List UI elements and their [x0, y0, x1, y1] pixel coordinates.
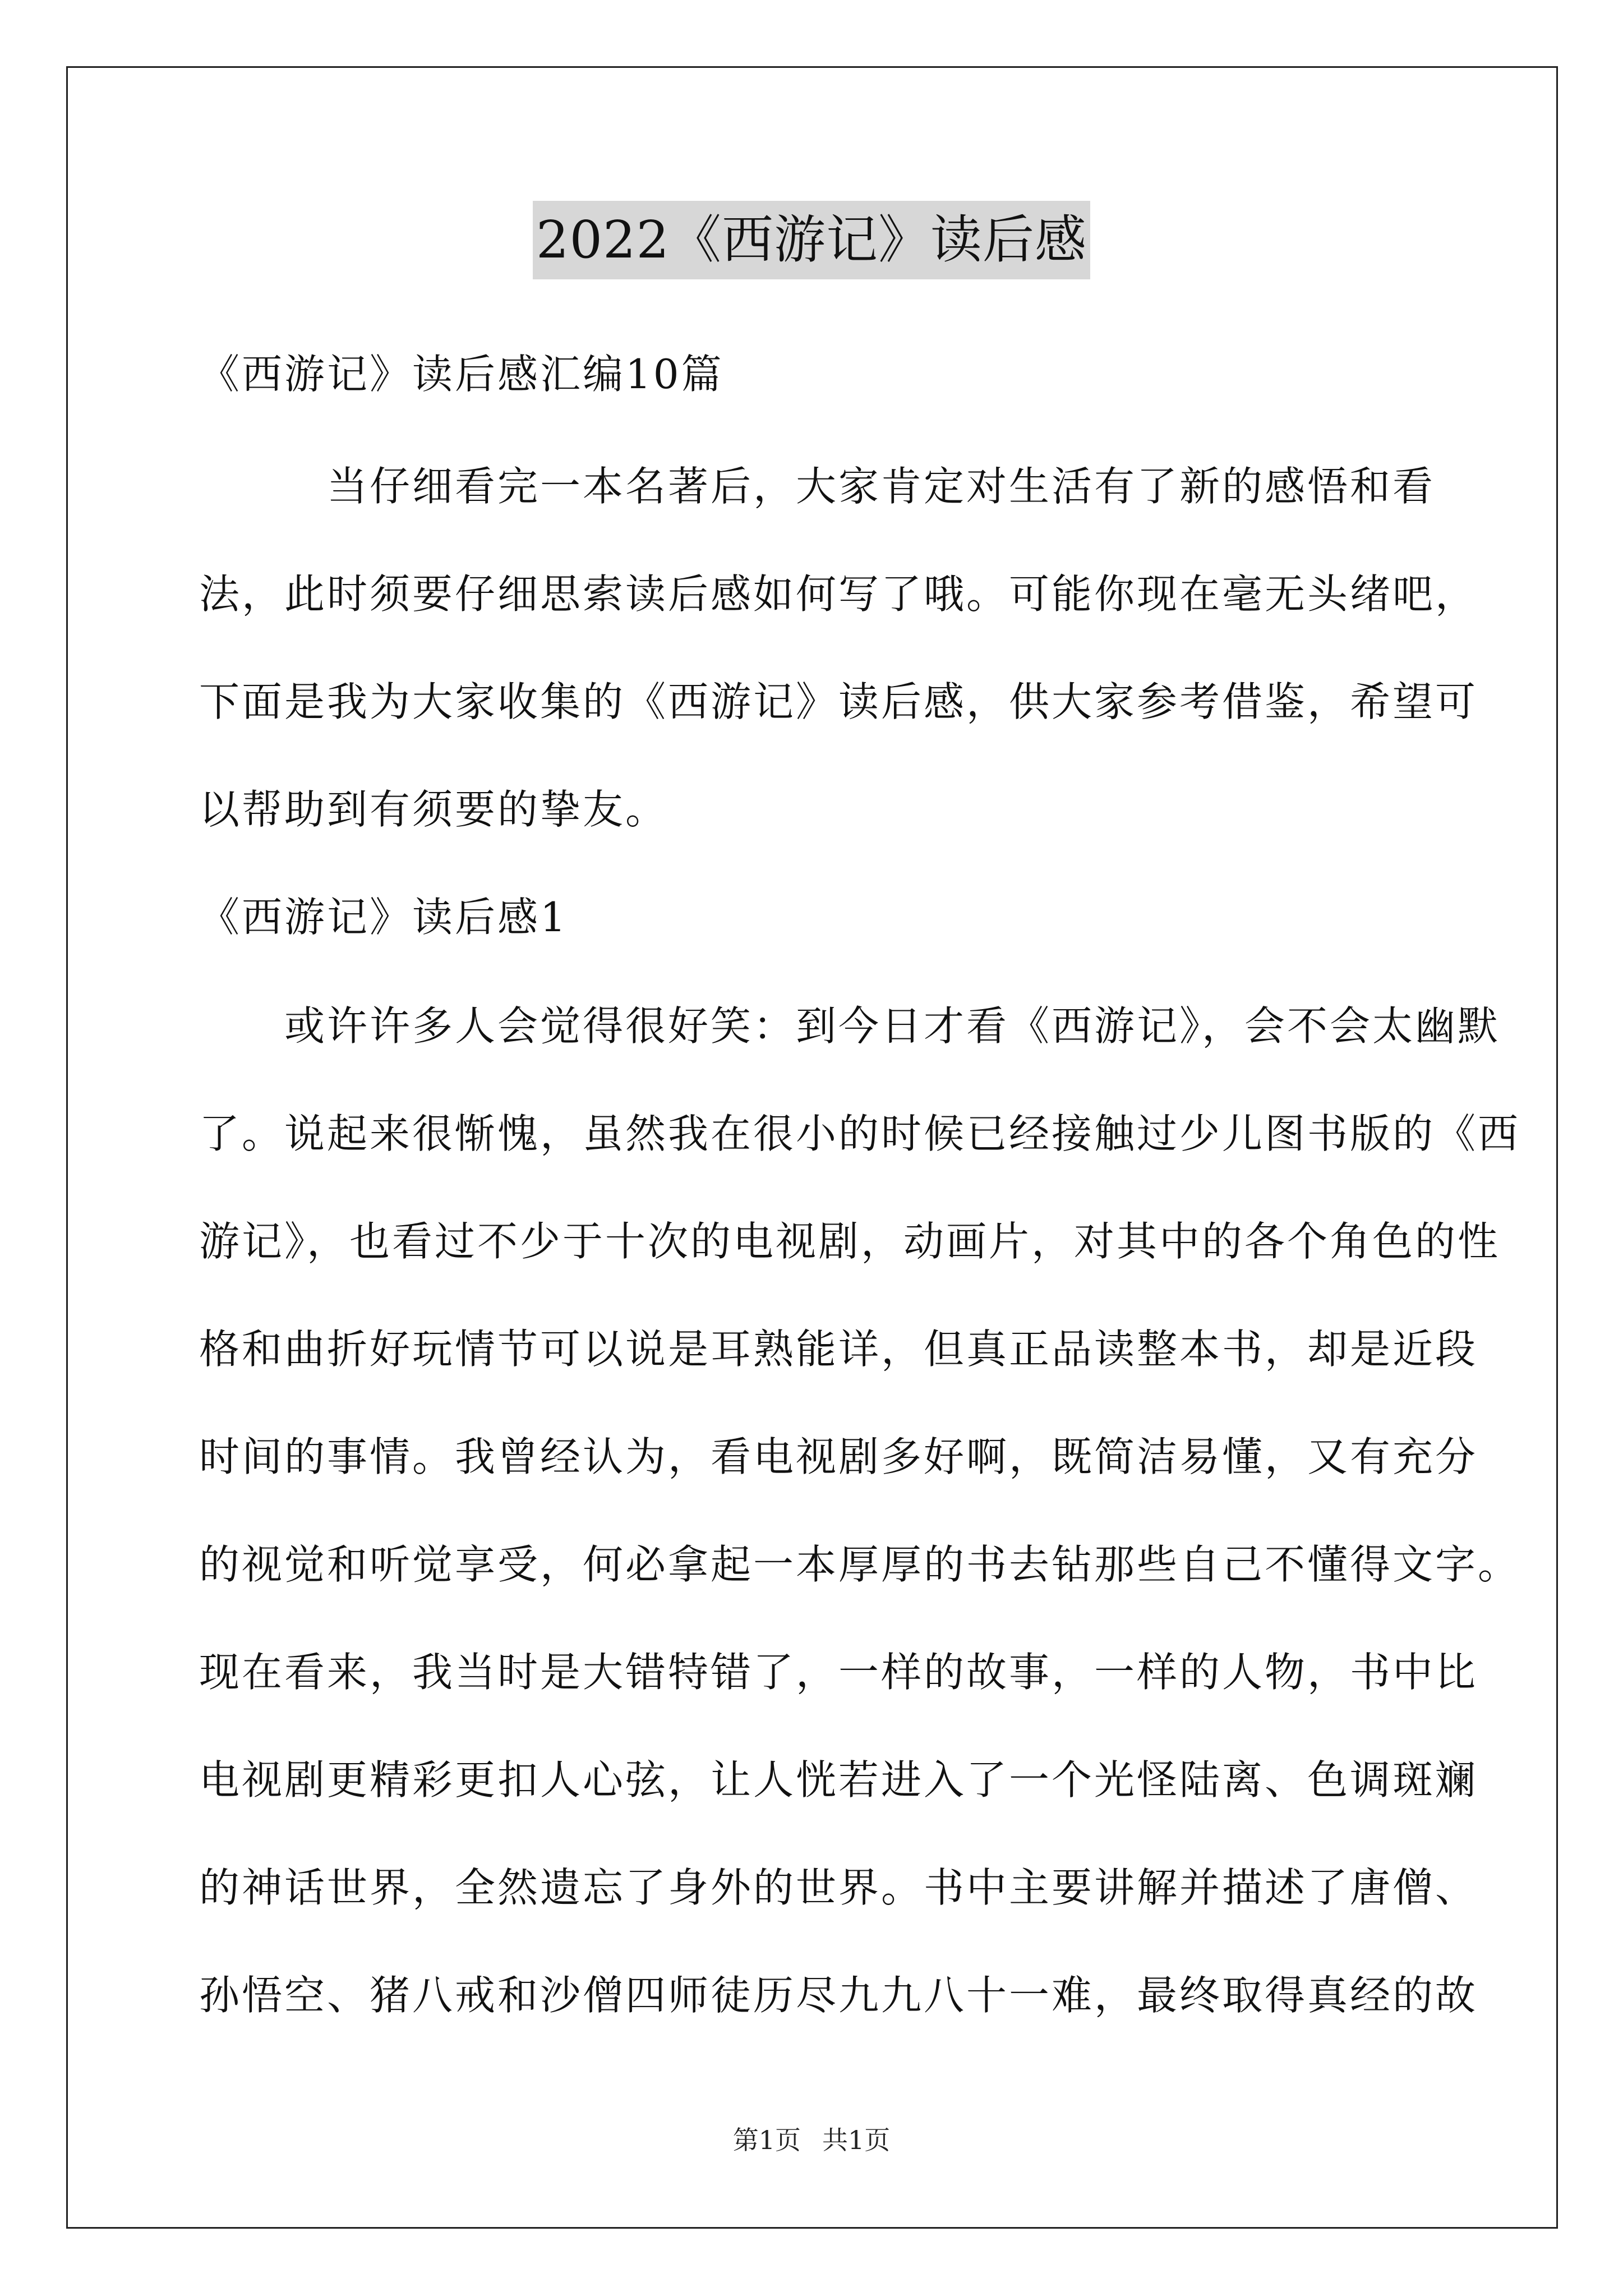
- text-line: 现在看来，我当时是大错特错了，一样的故事，一样的人物，书中比: [199, 1649, 1478, 1696]
- text-line: 法，此时须要仔细思索读后感如何写了哦。可能你现在毫无头绪吧，: [199, 570, 1478, 618]
- text-line: 孙悟空、猪八戒和沙僧四师徒历尽九九八十一难，最终取得真经的故: [199, 1972, 1478, 2019]
- page-total: 共1页: [822, 2125, 891, 2155]
- title-container: [0, 201, 1623, 279]
- section-heading: 《西游记》读后感1: [199, 894, 568, 941]
- document-title: 2022《西游记》读后感: [533, 201, 1090, 279]
- text-line: 格和曲折好玩情节可以说是耳熟能详，但真正品读整本书，却是近段: [199, 1326, 1478, 1373]
- page-footer: [0, 2123, 1623, 2157]
- text-line: 时间的事情。我曾经认为，看电视剧多好啊，既简洁易懂，又有充分: [199, 1433, 1478, 1480]
- text-line: 电视剧更精彩更扣人心弦，让人恍若进入了一个光怪陆离、色调斑斓: [199, 1756, 1478, 1803]
- text-line: 下面是我为大家收集的《西游记》读后感，供大家参考借鉴，希望可: [199, 678, 1478, 725]
- text-line: 了。说起来很惭愧，虽然我在很小的时候已经接触过少儿图书版的《西: [199, 1110, 1521, 1157]
- text-line: 的神话世界，全然遗忘了身外的世界。书中主要讲解并描述了唐僧、: [199, 1864, 1478, 1911]
- text-line: 以帮助到有须要的挚友。: [199, 786, 668, 833]
- subtitle-line: 《西游记》读后感汇编10篇: [199, 351, 724, 398]
- text-line: 的视觉和听觉享受，何必拿起一本厚厚的书去钻那些自己不懂得文字。: [199, 1541, 1521, 1588]
- text-line: 或许许多人会觉得很好笑：到今日才看《西游记》，会不会太幽默: [199, 1002, 1501, 1050]
- text-line: 当仔细看完一本名著后，大家肯定对生活有了新的感悟和看: [199, 463, 1436, 510]
- text-line: 游记》，也看过不少于十次的电视剧，动画片，对其中的各个角色的性: [199, 1218, 1501, 1265]
- page-number: 第1页: [732, 2125, 801, 2155]
